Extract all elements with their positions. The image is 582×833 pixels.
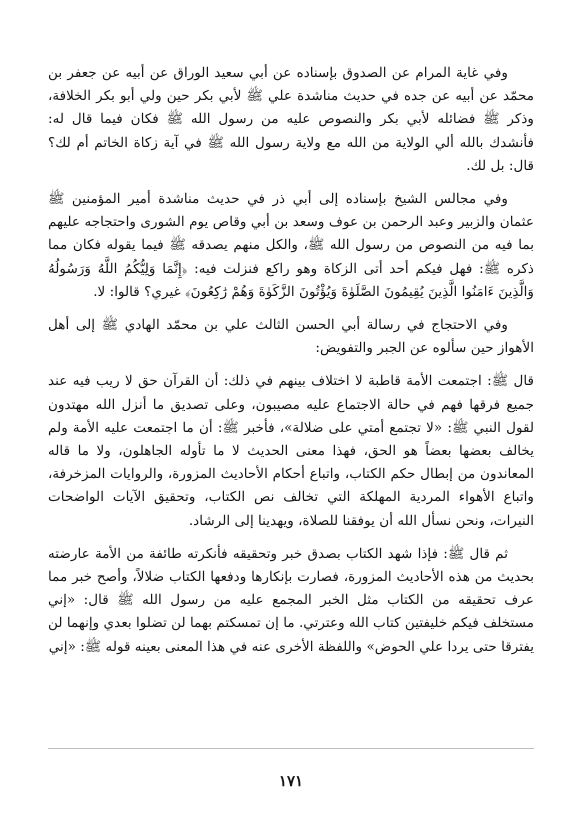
paragraph-imam-hadi-quote: قال ﷺ: اجتمعت الأمة قاطبة لا اختلاف بينهم في ذلك: أن القرآن حق لا ريب فيه عند جميع فرقها فهم في حالة الاجتماع عليه مصيبون، وعلى تصديق ما أنزل الله مهتدون لقول النبي ﷺ: «لا تجتمع أمتي على ضلالة»، فأخبر ﷺ: أن ما اجتمعت عليه الأمة ولم يخالف بعضها بعضاً هو الحق، فهذا معنى الحديث لا ما تأوله الجاهلون، ولا ما قاله المعاندون من إبطال حكم الكتاب، واتباع أحكام الأحاديث المزورة، والروايات المزخرفة، واتباع الأهواء المردية المهلكة التي تخالف نص الكتاب، وتحقيق الآيات الواضحات النيرات، ونحن نسأل الله أن يوفقنا للصلاة، ويهدينا إلى الرشاد. <box>48 373 534 529</box>
paragraph-ghayat-al-maram: وفي غاية المرام عن الصدوق بإسناده عن أبي سعيد الوراق عن أبيه عن جعفر بن محمّد عن أبيه عن جده في حديث مناشدة علي ﷺ لأبي بكر حين ولي أبو بكر الخلافة، وذكر ﷺ فضائله لأبي بكر والنصوص عليه من رسول الله ﷺ فكان فيما قال له: فأنشدك بالله ألي الولاية من الله مع ولاية رسول الله ﷺ في آية زكاة الخاتم أم لك؟ قال: بل لك. <box>48 65 534 174</box>
paragraph-ihtijaj-intro: وفي الاحتجاج في رسالة أبي الحسن الثالث علي بن محمّد الهادي ﷺ إلى أهل الأهواز حين سألوه عن الجبر والتفويض: <box>48 317 534 357</box>
footer-divider <box>48 748 534 749</box>
paragraph-kitab-witness: ثم قال ﷺ: فإذا شهد الكتاب بصدق خبر وتحقيقه فأنكرته طائفة من الأمة عارضته بحديث من هذه الأحاديث المزورة، فصارت بإنكارها ودفعها الكتاب ضلالاً، وأصح خبر مما عرف تحقيقه من الكتاب مثل الخبر المجمع عليه من رسول الله ﷺ قال: «إني مستخلف فيكم خليفتين كتاب الله وعترتي. ما إن تمسكتم بهما لن تضلوا بعدي وإنهما لن يفترقا حتى يردا علي الحوض» واللفظة الأخرى عنه في هذا المعنى بعينه قوله ﷺ: «إني <box>48 545 534 655</box>
page-body <box>48 62 534 833</box>
paragraph-majalis-al-shaykh: وفي مجالس الشيخ بإسناده إلى أبي ذر في حديث مناشدة أمير المؤمنين ﷺ عثمان والزبير وعبد الرحمن بن عوف وسعد بن أبي وقاص يوم الشورى واحتجاجه عليهم بما فيه من النصوص من رسول الله ﷺ، والكل منهم يصدقه ﷺ فيما يقوله فكان مما ذكره ﷺ: فهل فيكم أحد أتى الزكاة وهو راكع فنزلت فيه: ﴿إِنَّمَا وَلِيُّكُمُ اللَّهُ وَرَسُولُهُ وَالَّذِينَ ءَامَنُوا الَّذِينَ يُقِيمُونَ الصَّلَوٰةَ وَيُؤْتُونَ الزَّكَوٰةَ وَهُمْ رَٰكِعُونَ﴾ غيري؟ قالوا: لا. <box>48 191 534 300</box>
page-number: ١٧١ <box>278 772 304 790</box>
